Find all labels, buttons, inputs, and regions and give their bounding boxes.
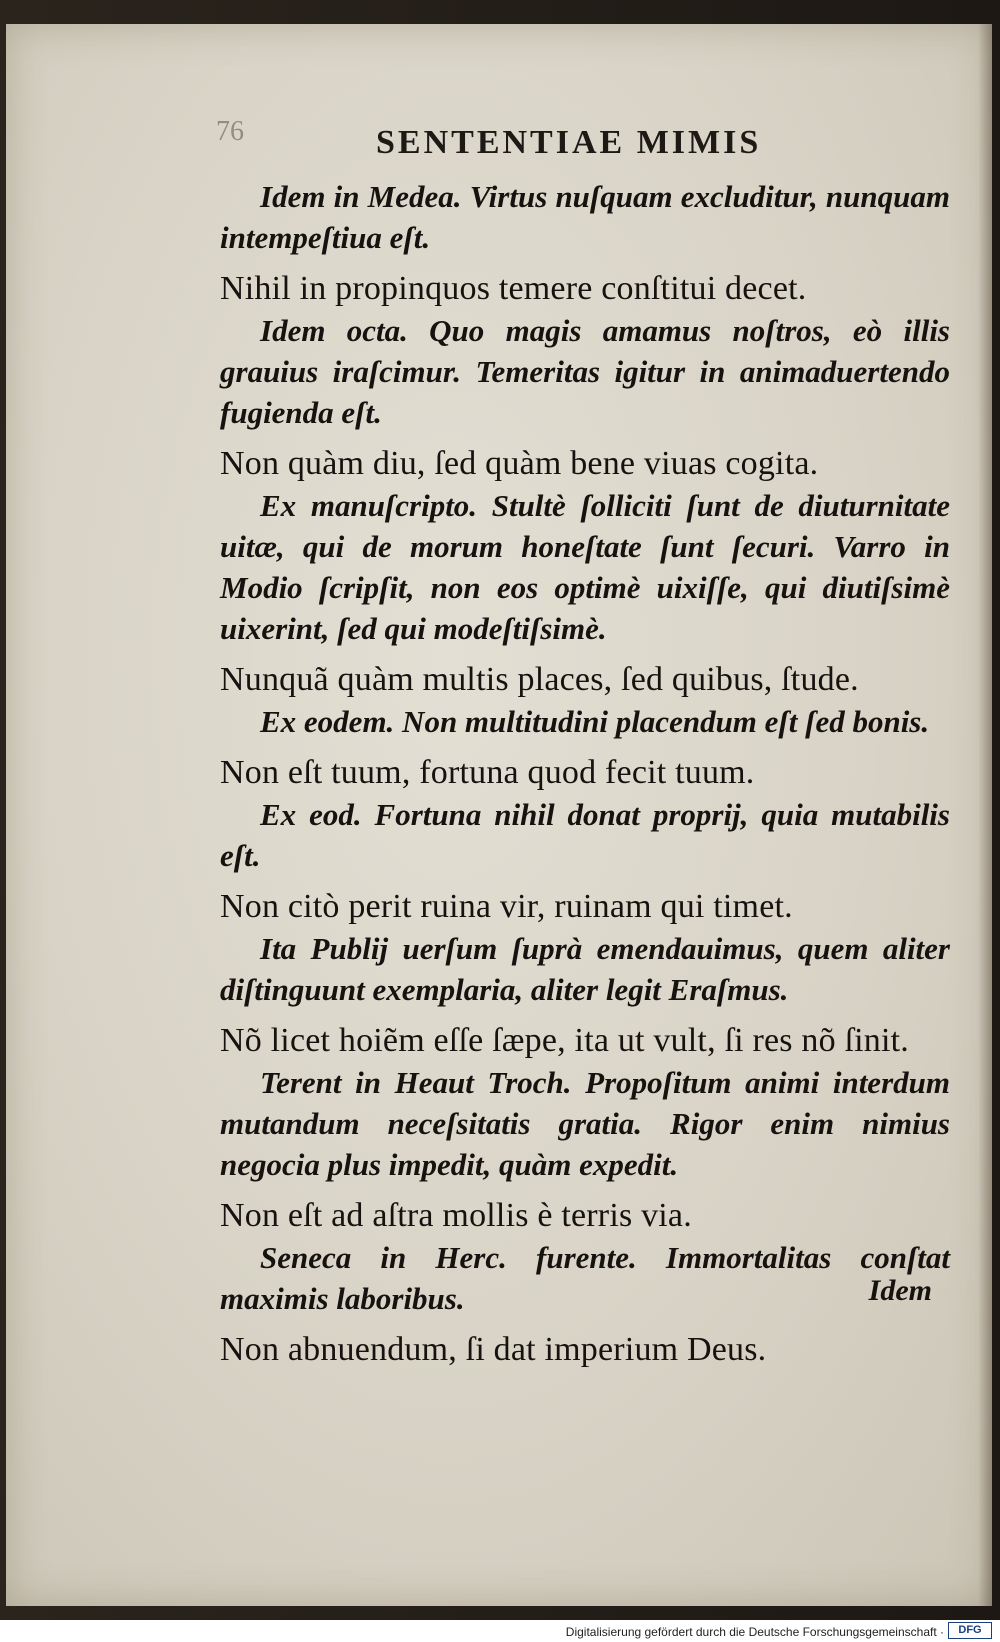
commentary-paragraph: Ex eodem. Non multitudini placendum eſt ſed bonis. [260,704,930,739]
running-title: SENTENTIAE MIMIS [376,124,762,161]
catchword: Idem [868,1274,932,1307]
maxim-line: Nunquã quàm multis places, ſed quibus, ſtude. [220,661,859,698]
commentary-paragraph: Ita Publij uerſum ſuprà emendauimus, quem aliter diſtinguunt exemplaria, aliter legit Eraſmus. [220,931,950,1007]
maxim-line: Non eſt ad aſtra mollis è terris via. [220,1197,692,1234]
maxim-line: Non abnuendum, ſi dat imperium Deus. [220,1331,767,1368]
maxim-line: Non citò perit ruina vir, ruinam qui timet. [220,888,793,925]
page-edge-shadow [978,24,992,1606]
dfg-logo: DFG [948,1622,992,1639]
commentary-paragraph: Terent in Heaut Troch. Propoſitum animi interdum mutandum neceſsitatis gratia. Rigor enim nimius negocia plus impedit, quàm expedit. [220,1065,950,1182]
maxim-line: Non quàm diu, ſed quàm bene viuas cogita. [220,445,819,482]
running-head [216,116,956,174]
page-number: 76 [216,116,244,147]
maxim-line: Nihil in propinquos temere conſtitui decet. [220,270,807,307]
commentary-paragraph: Ex manuſcripto. Stultè ſolliciti ſunt de diuturnitate uitæ, qui de morum honeſtate ſunt ſecuri. Varro in Modio ſcripſit, non eos optimè uixiſſe, qui diutiſsimè uixerint, ſed qui modeſtiſsimè. [220,488,950,646]
commentary-paragraph: Idem octa. Quo magis amamus noſtros, eò illis grauius iraſcimur. Temeritas igitur in animaduertendo fugienda eſt. [220,313,950,430]
footer-bar [0,1620,1000,1642]
maxim-line: Nõ licet hoiẽm eſſe ſæpe, ita ut vult, ſi res nõ ſinit. [220,1022,909,1059]
maxim-line: Non eſt tuum, fortuna quod fecit tuum. [220,754,755,791]
book-page [6,24,992,1606]
commentary-paragraph: Idem in Medea. Virtus nuſquam excluditur, nunquam intempeſtiua eſt. [220,179,950,255]
funding-note: Digitalisierung gefördert durch die Deutsche Forschungsgemeinschaft · [565,1625,944,1639]
commentary-paragraph: Seneca in Herc. furente. Immortalitas conſtat maximis laboribus. [220,1240,950,1316]
text-block [220,176,950,1371]
commentary-paragraph: Ex eod. Fortuna nihil donat proprij, quia mutabilis eſt. [220,797,950,873]
